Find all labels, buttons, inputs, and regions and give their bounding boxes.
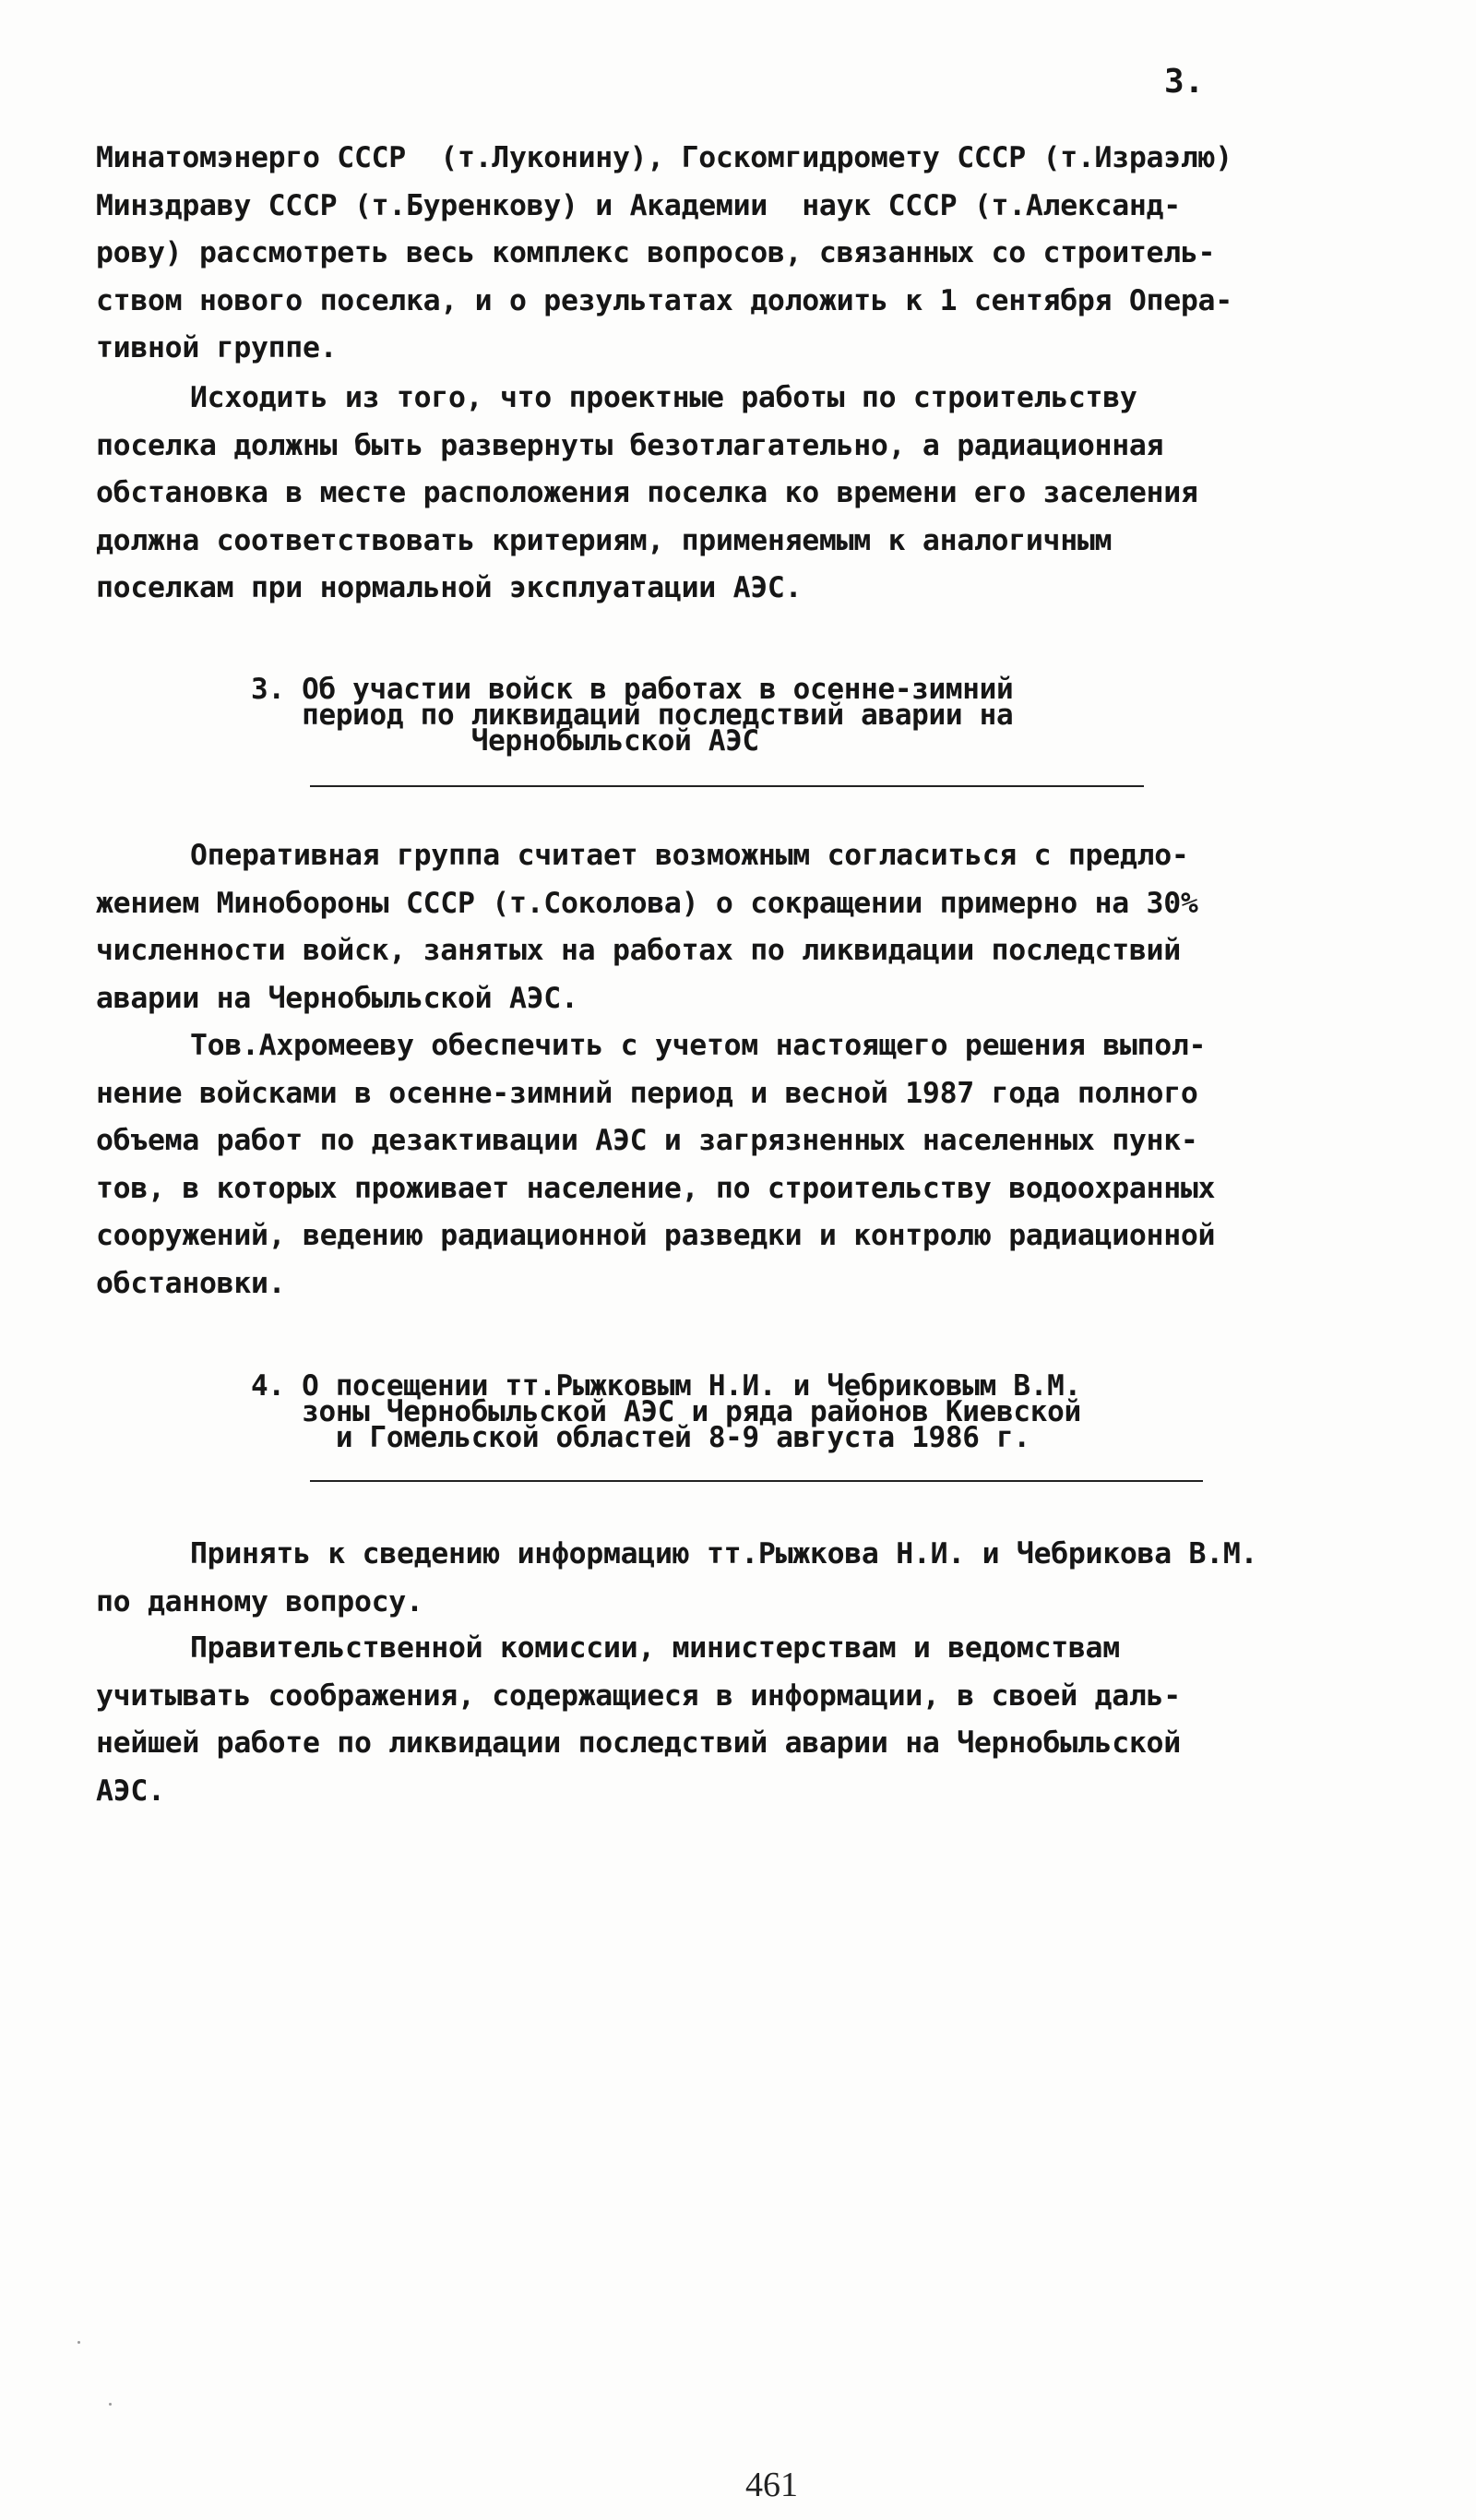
- section-2-paragraph-2: [96, 375, 1443, 613]
- heading-line: 3. Об участии войск в работах в осенне-зимний: [251, 673, 1014, 706]
- text-line: объема работ по дезактивации АЭС и загрязненных населенных пунк-: [96, 1124, 1198, 1157]
- section-2-continuation: [96, 135, 1443, 373]
- text-line: обстановка в месте расположения поселка ко времени его заселения: [96, 476, 1198, 509]
- heading-underline: [310, 1480, 1203, 1482]
- text-line: тов, в которых проживает население, по строительству водоохранных: [96, 1171, 1216, 1205]
- scan-speck: [109, 2403, 112, 2406]
- text-line: ством нового поселка, и о результатах доложить к 1 сентября Опера-: [96, 283, 1232, 317]
- text-line: Исходить из того, что проектные работы по строительству: [190, 381, 1137, 414]
- text-line: нейшей работе по ликвидации последствий аварии на Чернобыльской: [96, 1726, 1181, 1760]
- text-line: сооружений, ведению радиационной разведки и контролю радиационной: [96, 1219, 1216, 1252]
- section-4-paragraph-2: [96, 1625, 1443, 1815]
- text-line: рову) рассмотреть весь комплекс вопросов, связанных со строитель-: [96, 236, 1216, 269]
- text-line: должна соответствовать критериям, применяемым к аналогичным: [96, 523, 1113, 557]
- page-number: 3.: [1164, 63, 1205, 101]
- section-4-heading: [251, 1369, 1081, 1454]
- section-4-paragraph-1: [96, 1531, 1443, 1626]
- folio-number: 461: [745, 2466, 798, 2504]
- text-line: Минздраву СССР (т.Буренкову) и Академии наук СССР (т.Александ-: [96, 188, 1181, 222]
- text-line: нение войсками в осенне-зимний период и весной 1987 года полного: [96, 1076, 1198, 1110]
- section-3-paragraph-2: [96, 1022, 1443, 1308]
- text-line: жением Минобороны СССР (т.Соколова) о сокращении примерно на 30%: [96, 886, 1198, 920]
- text-line: численности войск, занятых на работах по ликвидации последствий: [96, 934, 1181, 967]
- text-line: АЭС.: [96, 1774, 165, 1808]
- text-line: Оперативная группа считает возможным согласиться с предло-: [190, 839, 1189, 872]
- heading-line: Чернобыльской АЭС: [251, 724, 759, 758]
- text-line: Тов.Ахромееву обеспечить с учетом настоящего решения выпол-: [190, 1029, 1207, 1062]
- heading-line: 4. О посещении тт.Рыжковым Н.И. и Чебриковым В.М.: [251, 1369, 1081, 1403]
- text-line: тивной группе.: [96, 331, 338, 364]
- section-3-heading: [251, 673, 1014, 758]
- text-line: Принять к сведению информацию тт.Рыжкова Н.И. и Чебрикова В.М.: [190, 1537, 1258, 1571]
- text-line: обстановки.: [96, 1266, 286, 1300]
- heading-underline: [310, 785, 1144, 787]
- heading-line: зоны Чернобыльской АЭС и ряда районов Киевской: [251, 1395, 1081, 1428]
- text-line: по данному вопросу.: [96, 1584, 423, 1618]
- text-line: поселка должны быть развернуты безотлагательно, а радиационная: [96, 428, 1164, 462]
- scan-speck: [77, 2341, 80, 2344]
- text-line: Правительственной комиссии, министерствам и ведомствам: [190, 1631, 1120, 1665]
- section-3-paragraph-1: [96, 832, 1443, 1022]
- heading-line: период по ликвидаций последствий аварии на: [251, 699, 1014, 732]
- text-line: аварии на Чернобыльской АЭС.: [96, 981, 578, 1015]
- heading-line: и Гомельской областей 8-9 августа 1986 г.: [251, 1421, 1030, 1454]
- text-line: Минатомэнерго СССР (т.Луконину), Госкомгидромету СССР (т.Израэлю): [96, 141, 1232, 174]
- text-line: учитывать соображения, содержащиеся в информации, в своей даль-: [96, 1678, 1181, 1713]
- text-line: поселкам при нормальной эксплуатации АЭС.: [96, 571, 803, 604]
